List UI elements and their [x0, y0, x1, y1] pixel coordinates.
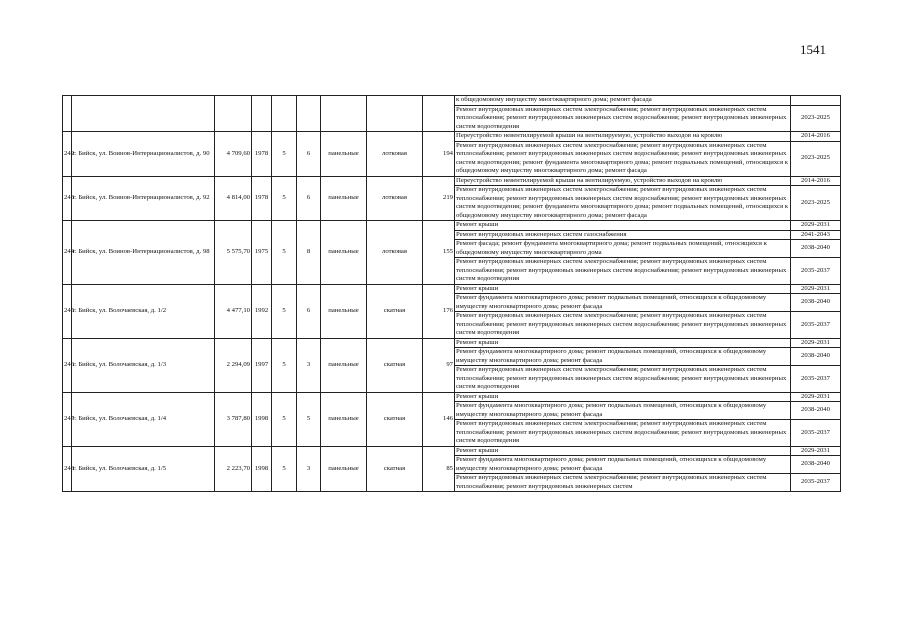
work-description-cell: Переустройство невентилируемой крыши на вентилируемую, устройство выходов на кровлю [455, 132, 791, 142]
year-cell [252, 96, 272, 132]
area-cell: 4 814,00 [215, 176, 252, 221]
wall-material-cell: панельные [321, 221, 367, 285]
work-description-cell: Ремонт фундамента многоквартирного дома; ремонт подвальных помещений, относящихся к общедомовому имуществу многоквартирного дома; ремонт фасада [455, 456, 791, 474]
work-period-cell: 2035-2037 [791, 420, 841, 447]
year-cell: 1992 [252, 284, 272, 338]
work-period-cell: 2023-2025 [791, 141, 841, 176]
entrances-cell: 8 [297, 221, 321, 285]
floors-cell: 5 [272, 338, 297, 392]
address-cell: г. Бийск, ул. Волочаевская, д. 1/5 [72, 446, 215, 492]
residents-cell: 219 [423, 176, 455, 221]
work-period-cell: 2041-2043 [791, 230, 841, 240]
table-row [63, 96, 841, 106]
residents-cell: 146 [423, 392, 455, 446]
year-cell: 1978 [252, 176, 272, 221]
table-row [63, 392, 841, 402]
table-row [63, 338, 841, 348]
work-period-cell: 2014-2016 [791, 132, 841, 142]
floors-cell: 5 [272, 446, 297, 492]
table-body [63, 96, 841, 492]
work-description-cell: Ремонт крыши [455, 284, 791, 294]
work-description-cell: к общедомовому имуществу многоквартирного дома; ремонт фасада [455, 96, 791, 106]
work-description-cell: Ремонт крыши [455, 338, 791, 348]
area-cell [215, 96, 252, 132]
work-period-cell: 2029-2031 [791, 284, 841, 294]
work-description-cell: Ремонт крыши [455, 446, 791, 456]
work-description-cell: Ремонт внутридомовых инженерных систем электроснабжения; ремонт внутридомовых инженерных систем теплоснабжения; ремонт внутридомовых инженерных систем [455, 474, 791, 492]
entrances-cell: 6 [297, 132, 321, 177]
residents-cell: 97 [423, 338, 455, 392]
roof-type-cell: скатная [367, 338, 423, 392]
work-description-cell: Ремонт внутридомовых инженерных систем электроснабжения; ремонт внутридомовых инженерных систем теплоснабжения; ремонт внутридомовых инженерных систем водоснабжения; ремонт внутридомовых инженерных систем водоотведения [455, 366, 791, 393]
work-description-cell: Переустройство невентилируемой крыши на вентилируемую, устройство выходов на кровлю [455, 176, 791, 186]
entrances-cell [297, 96, 321, 132]
address-cell: г. Бийск, ул. Волочаевская, д. 1/3 [72, 338, 215, 392]
area-cell: 2 223,70 [215, 446, 252, 492]
address-cell [72, 96, 215, 132]
area-cell: 5 575,70 [215, 221, 252, 285]
area-cell: 4 477,10 [215, 284, 252, 338]
address-cell: г. Бийск, ул. Волочаевская, д. 1/2 [72, 284, 215, 338]
wall-material-cell: панельные [321, 176, 367, 221]
work-description-cell: Ремонт фундамента многоквартирного дома; ремонт подвальных помещений, относящихся к общедомовому имуществу многоквартирного дома; ремонт фасада [455, 348, 791, 366]
work-period-cell: 2029-2031 [791, 392, 841, 402]
work-period-cell: 2014-2016 [791, 176, 841, 186]
work-period-cell: 2023-2025 [791, 105, 841, 132]
work-period-cell: 2035-2037 [791, 474, 841, 492]
table-row [63, 446, 841, 456]
floors-cell: 5 [272, 132, 297, 177]
work-period-cell: 2038-2040 [791, 348, 841, 366]
wall-material-cell [321, 96, 367, 132]
address-cell: г. Бийск, ул. Воинов-Интернационалистов, д. 98 [72, 221, 215, 285]
table-row [63, 221, 841, 231]
year-cell: 1978 [252, 132, 272, 177]
year-cell: 1998 [252, 446, 272, 492]
year-cell: 1997 [252, 338, 272, 392]
entrances-cell: 3 [297, 338, 321, 392]
work-description-cell: Ремонт внутридомовых инженерных систем электроснабжения; ремонт внутридомовых инженерных систем теплоснабжения; ремонт внутридомовых инженерных систем водоснабжения; ремонт внутридомовых инженерных систем водоотведения [455, 105, 791, 132]
row-number-cell: 244 [63, 221, 72, 285]
roof-type-cell: скатная [367, 392, 423, 446]
work-description-cell: Ремонт фасада; ремонт фундамента многоквартирного дома; ремонт подвальных помещений, относящихся к общедомовому имуществу многоквартирного дома [455, 240, 791, 258]
roof-type-cell: лотковая [367, 221, 423, 285]
residents-cell: 85 [423, 446, 455, 492]
area-cell: 2 294,09 [215, 338, 252, 392]
residents-cell: 194 [423, 132, 455, 177]
work-description-cell: Ремонт внутридомовых инженерных систем электроснабжения; ремонт внутридомовых инженерных систем теплоснабжения; ремонт внутридомовых инженерных систем водоснабжения; ремонт внутридомовых инженерных систем водоотведения; ремонт фундамента многоквартирного дома; ремонт подвальных помещений, относящихся к общедомовому имуществу многоквартирного дома; ремонт фасада [455, 141, 791, 176]
area-cell: 4 709,60 [215, 132, 252, 177]
work-period-cell: 2035-2037 [791, 366, 841, 393]
work-description-cell: Ремонт внутридомовых инженерных систем газоснабжения [455, 230, 791, 240]
work-description-cell: Ремонт внутридомовых инженерных систем электроснабжения; ремонт внутридомовых инженерных систем теплоснабжения; ремонт внутридомовых инженерных систем водоснабжения; ремонт внутридомовых инженерных систем водоотведения [455, 312, 791, 339]
residents-cell: 155 [423, 221, 455, 285]
floors-cell: 5 [272, 176, 297, 221]
year-cell: 1998 [252, 392, 272, 446]
table-row [63, 284, 841, 294]
work-description-cell: Ремонт крыши [455, 392, 791, 402]
row-number-cell: 243 [63, 176, 72, 221]
address-cell: г. Бийск, ул. Воинов-Интернационалистов, д. 92 [72, 176, 215, 221]
residents-cell [423, 96, 455, 132]
work-description-cell: Ремонт фундамента многоквартирного дома; ремонт подвальных помещений, относящихся к общедомовому имуществу многоквартирного дома; ремонт фасада [455, 294, 791, 312]
roof-type-cell [367, 96, 423, 132]
roof-type-cell: лотковая [367, 132, 423, 177]
year-cell: 1975 [252, 221, 272, 285]
row-number-cell: 245 [63, 284, 72, 338]
table-row [63, 176, 841, 186]
work-period-cell: 2029-2031 [791, 338, 841, 348]
floors-cell: 5 [272, 221, 297, 285]
work-description-cell: Ремонт крыши [455, 221, 791, 231]
wall-material-cell: панельные [321, 284, 367, 338]
work-description-cell: Ремонт внутридомовых инженерных систем электроснабжения; ремонт внутридомовых инженерных систем теплоснабжения; ремонт внутридомовых инженерных систем водоснабжения; ремонт внутридомовых инженерных систем водоотведения; ремонт фундамента многоквартирного дома; ремонт подвальных помещений, относящихся к общедомовому имуществу многоквартирного дома; ремонт фасада [455, 186, 791, 221]
work-period-cell: 2038-2040 [791, 402, 841, 420]
entrances-cell: 6 [297, 284, 321, 338]
table-row [63, 132, 841, 142]
work-period-cell: 2038-2040 [791, 240, 841, 258]
residents-cell: 176 [423, 284, 455, 338]
roof-type-cell: скатная [367, 446, 423, 492]
work-period-cell: 2035-2037 [791, 312, 841, 339]
roof-type-cell: лотковая [367, 176, 423, 221]
work-period-cell [791, 96, 841, 106]
wall-material-cell: панельные [321, 446, 367, 492]
entrances-cell: 3 [297, 446, 321, 492]
floors-cell: 5 [272, 392, 297, 446]
page-number: 1541 [800, 42, 826, 57]
address-cell: г. Бийск, ул. Волочаевская, д. 1/4 [72, 392, 215, 446]
entrances-cell: 6 [297, 176, 321, 221]
floors-cell [272, 96, 297, 132]
row-number-cell: 247 [63, 392, 72, 446]
wall-material-cell: панельные [321, 338, 367, 392]
work-period-cell: 2029-2031 [791, 446, 841, 456]
area-cell: 3 787,80 [215, 392, 252, 446]
work-period-cell: 2023-2025 [791, 186, 841, 221]
floors-cell: 5 [272, 284, 297, 338]
work-description-cell: Ремонт внутридомовых инженерных систем электроснабжения; ремонт внутридомовых инженерных систем теплоснабжения; ремонт внутридомовых инженерных систем водоснабжения; ремонт внутридомовых инженерных систем водоотведения [455, 420, 791, 447]
work-period-cell: 2038-2040 [791, 456, 841, 474]
work-description-cell: Ремонт внутридомовых инженерных систем электроснабжения; ремонт внутридомовых инженерных систем теплоснабжения; ремонт внутридомовых инженерных систем водоснабжения; ремонт внутридомовых инженерных систем водоотведения [455, 258, 791, 285]
work-period-cell: 2035-2037 [791, 258, 841, 285]
work-period-cell: 2029-2031 [791, 221, 841, 231]
entrances-cell: 5 [297, 392, 321, 446]
work-period-cell: 2038-2040 [791, 294, 841, 312]
wall-material-cell: панельные [321, 132, 367, 177]
repair-schedule-table [62, 95, 841, 492]
row-number-cell: 242 [63, 132, 72, 177]
work-description-cell: Ремонт фундамента многоквартирного дома; ремонт подвальных помещений, относящихся к общедомовому имуществу многоквартирного дома; ремонт фасада [455, 402, 791, 420]
row-number-cell: 248 [63, 446, 72, 492]
wall-material-cell: панельные [321, 392, 367, 446]
row-number-cell: 246 [63, 338, 72, 392]
row-number-cell [63, 96, 72, 132]
roof-type-cell: скатная [367, 284, 423, 338]
address-cell: г. Бийск, ул. Воинов-Интернационалистов, д. 90 [72, 132, 215, 177]
